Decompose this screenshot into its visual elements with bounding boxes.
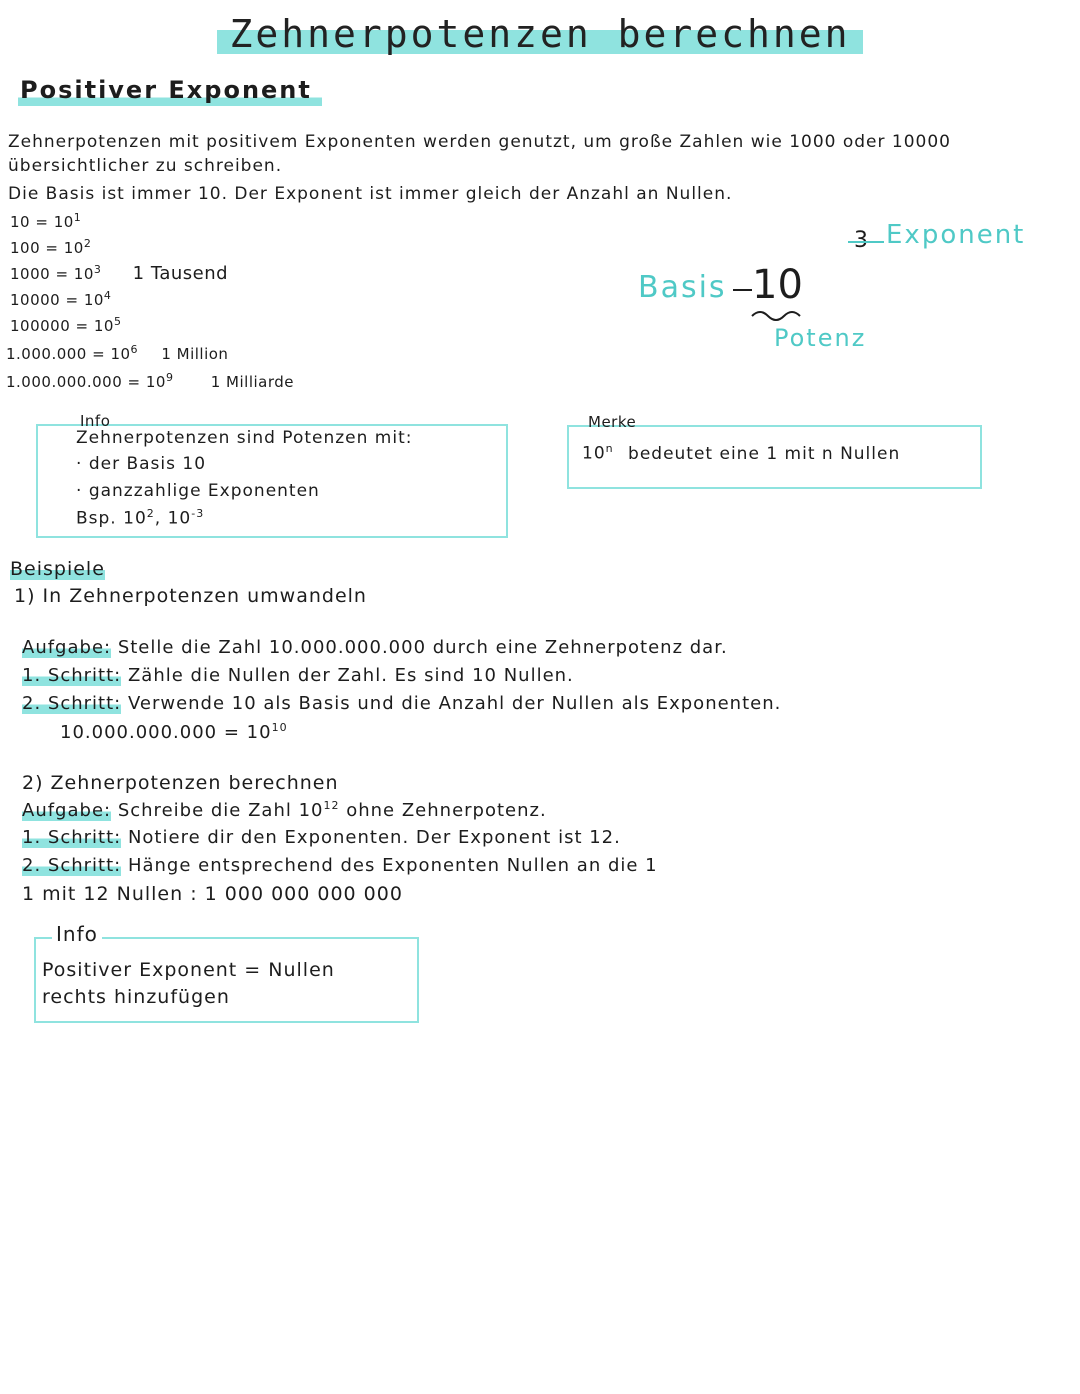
info-box-title: Info: [80, 412, 111, 430]
power-label: Potenz: [774, 324, 867, 352]
info-box-2-line-1: Positiver Exponent = Nullen: [42, 959, 335, 981]
example-1-step-1: 1. Schritt: Zähle die Nullen der Zahl. Es sind 10 Nullen.: [22, 665, 574, 686]
merke-title: Merke: [588, 413, 637, 431]
power-row: $1000 = 10^3$ 1 Tausend: [10, 263, 229, 284]
power-note: 1 Million: [161, 345, 229, 363]
example-2-result: 1 mit 12 Nullen : 1 000 000 000 000: [22, 883, 403, 905]
power-note: 1 Tausend: [132, 263, 229, 284]
examples-heading: Beispiele: [10, 558, 105, 580]
info-box-item: · ganzzahlige Exponenten: [76, 481, 320, 501]
info-box-example: Bsp. $10^2$, $10^{-3}$: [76, 507, 205, 529]
power-row: $10 = 10^1$: [10, 211, 82, 231]
example-1-title: 1) In Zehnerpotenzen umwandeln: [14, 585, 367, 607]
example-2-task: Aufgabe: Schreibe die Zahl $10^{12}$ ohne Zehnerpotenz.: [22, 799, 547, 821]
power-row: $100000 = 10^5$: [10, 315, 122, 335]
diagram-arrows: [730, 228, 890, 328]
section-heading: Positiver Exponent: [18, 76, 322, 106]
intro-line-1: Zehnerpotenzen mit positivem Exponenten werden genutzt, um große Zahlen wie 1000 oder 10000: [8, 132, 951, 152]
example-1-task: Aufgabe: Stelle die Zahl 10.000.000.000 durch eine Zehnerpotenz dar.: [22, 637, 728, 658]
info-box-item: · der Basis 10: [76, 454, 207, 474]
info-box-line: Zehnerpotenzen sind Potenzen mit:: [76, 428, 413, 448]
exponent-label: Exponent: [886, 220, 1026, 250]
power-row: $1.000.000.000 = 10^9$ 1 Milliarde: [6, 371, 295, 391]
diagram-exponent: 3: [854, 228, 868, 253]
example-2-step-2: 2. Schritt: Hänge entsprechend des Exponenten Nullen an die 1: [22, 855, 658, 876]
info-box-2-title: Info: [52, 922, 102, 946]
page-title: Zehnerpotenzen berechnen: [217, 10, 862, 58]
example-2-step-1: 1. Schritt: Notiere dir den Exponenten. Der Exponent ist 12.: [22, 827, 621, 848]
example-1-result: $10.000.000.000 = 10^{10}$: [60, 721, 288, 743]
power-note: 1 Milliarde: [210, 373, 295, 391]
diagram-base: 10: [752, 262, 803, 308]
info-box-2-line-2: rechts hinzufügen: [42, 986, 230, 1008]
intro-line-2: übersichtlicher zu schreiben.: [8, 156, 283, 176]
power-row: $100 = 10^2$: [10, 237, 92, 257]
example-2-title: 2) Zehnerpotenzen berechnen: [22, 772, 339, 794]
power-row: $1.000.000 = 10^6$ 1 Million: [6, 343, 229, 363]
intro-line-3: Die Basis ist immer 10. Der Exponent ist immer gleich der Anzahl an Nullen.: [8, 184, 733, 204]
merke-text: 10$^n$ bedeutet eine 1 mit n Nullen: [582, 442, 901, 464]
power-row: $10000 = 10^4$: [10, 289, 112, 309]
example-1-step-2: 2. Schritt: Verwende 10 als Basis und die Anzahl der Nullen als Exponenten.: [22, 693, 782, 714]
title-wrapper: [0, 10, 1080, 58]
base-label: Basis: [638, 270, 727, 305]
